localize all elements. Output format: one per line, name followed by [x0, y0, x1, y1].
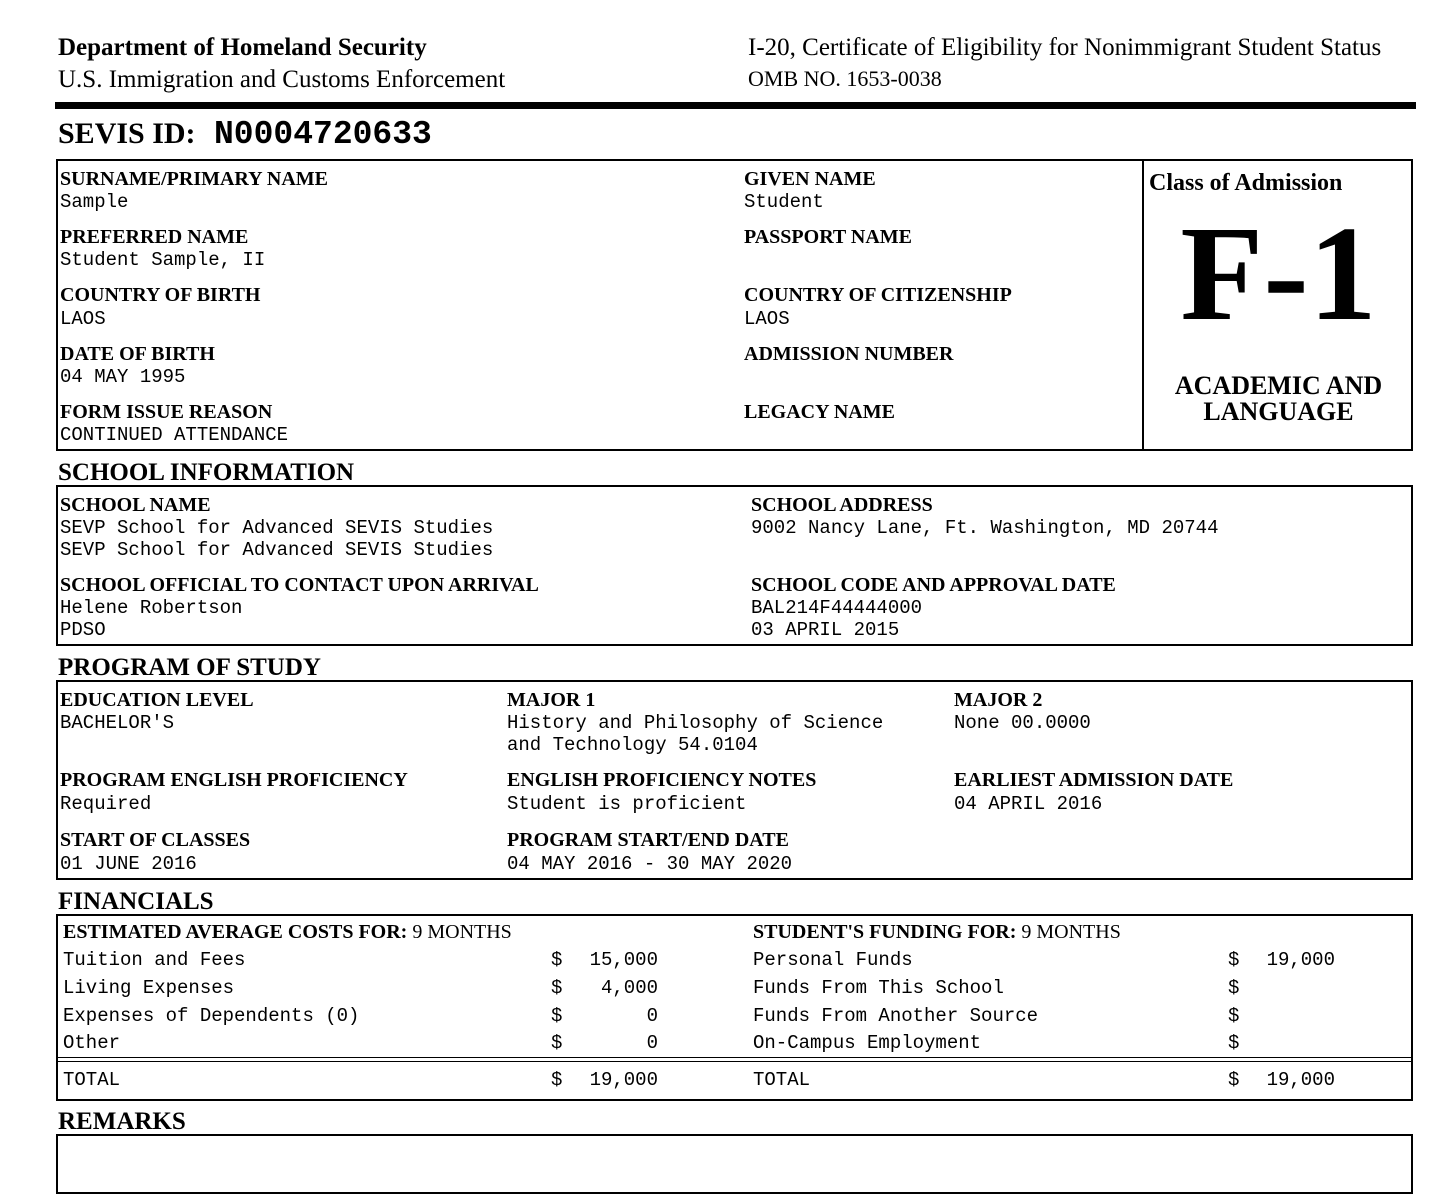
funding-currency: $: [1228, 949, 1240, 971]
preferred-name-label: PREFERRED NAME: [60, 226, 249, 248]
cost-amount: 15,000: [589, 949, 658, 971]
program-dates-value: 04 MAY 2016 - 30 MAY 2020: [507, 853, 793, 875]
cost-item: Other: [63, 1032, 121, 1054]
school-address-value: 9002 Nancy Lane, Ft. Washington, MD 20744: [751, 517, 1219, 539]
cost-currency: $: [551, 1005, 563, 1027]
funding-period: 9 MONTHS: [1021, 921, 1121, 943]
major2-value: None 00.0000: [954, 712, 1091, 734]
costs-total-amount: 19,000: [589, 1069, 658, 1091]
major1-label: MAJOR 1: [507, 689, 596, 711]
form-issue-reason-label: FORM ISSUE REASON: [60, 401, 273, 423]
cost-amount: 4,000: [600, 977, 658, 999]
sub-agency-name: U.S. Immigration and Customs Enforcement: [58, 66, 506, 93]
given-name-value: Student: [744, 191, 824, 213]
funding-item: Funds From This School: [753, 977, 1004, 999]
date-of-birth-value: 04 MAY 1995: [60, 366, 186, 388]
funding-total-label: TOTAL: [753, 1069, 811, 1091]
cost-currency: $: [551, 977, 563, 999]
header-rule: [55, 102, 1416, 109]
start-of-classes-value: 01 JUNE 2016: [60, 853, 197, 875]
remarks-section-title: REMARKS: [58, 1108, 186, 1135]
form-title: I-20, Certificate of Eligibility for Nonimmigrant Student Status: [748, 34, 1382, 61]
english-notes-value: Student is proficient: [507, 793, 747, 815]
costs-total-currency: $: [551, 1069, 563, 1091]
major1-line2: and Technology 54.0104: [507, 734, 758, 756]
school-code-label: SCHOOL CODE AND APPROVAL DATE: [751, 574, 1116, 596]
admission-number-label: ADMISSION NUMBER: [744, 343, 954, 365]
class-code: F-1: [1180, 199, 1377, 349]
agency-name: Department of Homeland Security: [58, 34, 427, 61]
school-approval-date: 03 APRIL 2015: [751, 619, 900, 641]
cost-currency: $: [551, 1032, 563, 1054]
funding-amount: 19,000: [1266, 949, 1335, 971]
remarks-box: [56, 1134, 1413, 1194]
costs-label: ESTIMATED AVERAGE COSTS FOR:: [63, 921, 408, 943]
class-description-line2: LANGUAGE: [1203, 397, 1354, 426]
earliest-admission-value: 04 APRIL 2016: [954, 793, 1103, 815]
start-of-classes-label: START OF CLASSES: [60, 829, 251, 851]
school-official-label: SCHOOL OFFICIAL TO CONTACT UPON ARRIVAL: [60, 574, 539, 596]
english-proficiency-label: PROGRAM ENGLISH PROFICIENCY: [60, 769, 408, 791]
funding-total-currency: $: [1228, 1069, 1240, 1091]
funding-header: [753, 921, 1121, 944]
funding-item: Personal Funds: [753, 949, 913, 971]
citizenship-label: COUNTRY OF CITIZENSHIP: [744, 284, 1012, 306]
english-proficiency-value: Required: [60, 793, 152, 815]
legacy-name-label: LEGACY NAME: [744, 401, 895, 423]
surname-value: Sample: [60, 191, 129, 213]
class-description-line1: ACADEMIC AND: [1174, 371, 1383, 400]
country-of-birth-label: COUNTRY OF BIRTH: [60, 284, 261, 306]
financials-section-title: FINANCIALS: [58, 888, 214, 915]
country-of-birth-value: LAOS: [60, 308, 106, 330]
school-official-title: PDSO: [60, 619, 106, 641]
english-notes-label: ENGLISH PROFICIENCY NOTES: [507, 769, 817, 791]
passport-name-label: PASSPORT NAME: [744, 226, 913, 248]
funding-label: STUDENT'S FUNDING FOR:: [753, 921, 1017, 943]
school-name-label: SCHOOL NAME: [60, 494, 211, 516]
funding-total-amount: 19,000: [1266, 1069, 1335, 1091]
form-issue-reason-value: CONTINUED ATTENDANCE: [60, 424, 289, 446]
funding-item: Funds From Another Source: [753, 1005, 1039, 1027]
cost-item: Living Expenses: [63, 977, 235, 999]
cost-amount: 0: [646, 1032, 658, 1054]
school-official-name: Helene Robertson: [60, 597, 243, 619]
citizenship-value: LAOS: [744, 308, 790, 330]
program-section-title: PROGRAM OF STUDY: [58, 654, 321, 681]
costs-total-label: TOTAL: [63, 1069, 121, 1091]
class-of-admission-label: Class of Admission: [1149, 170, 1343, 196]
education-level-label: EDUCATION LEVEL: [60, 689, 254, 711]
sevis-id-value: N0004720633: [214, 116, 432, 153]
totals-rule-top: [56, 1057, 1413, 1058]
major2-label: MAJOR 2: [954, 689, 1043, 711]
program-dates-label: PROGRAM START/END DATE: [507, 829, 789, 851]
school-code-value: BAL214F44444000: [751, 597, 923, 619]
major1-line1: History and Philosophy of Science: [507, 712, 884, 734]
cost-item: Tuition and Fees: [63, 949, 246, 971]
school-name-line2: SEVP School for Advanced SEVIS Studies: [60, 539, 494, 561]
given-name-label: GIVEN NAME: [744, 168, 876, 190]
funding-item: On-Campus Employment: [753, 1032, 982, 1054]
school-address-label: SCHOOL ADDRESS: [751, 494, 933, 516]
funding-currency: $: [1228, 977, 1240, 999]
surname-label: SURNAME/PRIMARY NAME: [60, 168, 328, 190]
earliest-admission-label: EARLIEST ADMISSION DATE: [954, 769, 1234, 791]
cost-amount: 0: [646, 1005, 658, 1027]
preferred-name-value: Student Sample, II: [60, 249, 266, 271]
cost-item: Expenses of Dependents (0): [63, 1005, 360, 1027]
date-of-birth-label: DATE OF BIRTH: [60, 343, 215, 365]
omb-number: OMB NO. 1653-0038: [748, 66, 942, 91]
totals-rule-bottom: [56, 1061, 1413, 1062]
costs-header: [63, 921, 512, 944]
school-section-title: SCHOOL INFORMATION: [58, 459, 355, 486]
costs-period: 9 MONTHS: [412, 921, 512, 943]
education-level-value: BACHELOR'S: [60, 712, 175, 734]
cost-currency: $: [551, 949, 563, 971]
sevis-id-label: SEVIS ID:: [58, 117, 196, 150]
funding-currency: $: [1228, 1005, 1240, 1027]
funding-currency: $: [1228, 1032, 1240, 1054]
school-name-line1: SEVP School for Advanced SEVIS Studies: [60, 517, 494, 539]
school-info-box: [56, 485, 1413, 646]
